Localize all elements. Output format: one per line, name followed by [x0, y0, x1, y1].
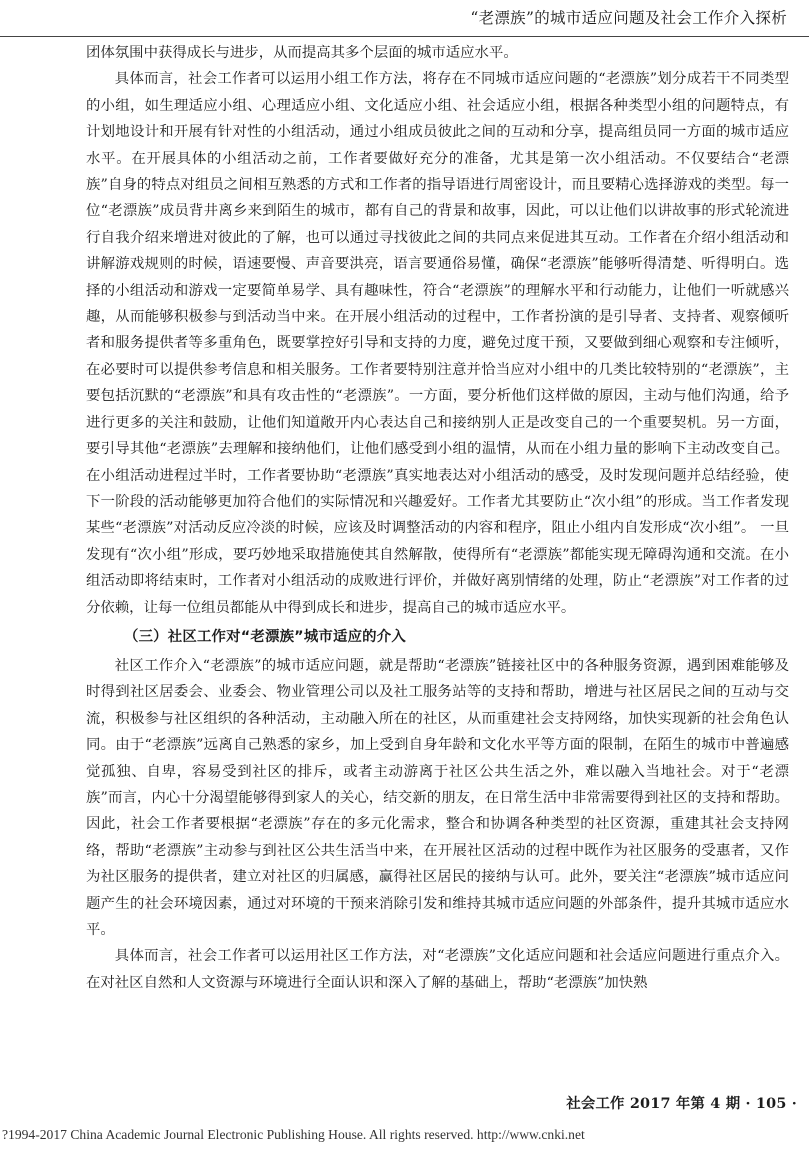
journal-footer: 社会工作 2017 年第 4 期 · 105 ·	[566, 1095, 797, 1112]
paragraph-continuation: 团体氛围中获得成长与进步，从而提高其多个层面的城市适应水平。	[86, 45, 518, 61]
paragraph-group-work: 具体而言，社会工作者可以运用小组工作方法，将存在不同城市适应问题的“老漂族”划分成若干不同类型的小组，如生理适应小组、心理适应小组、文化适应小组、社会适应小组，根据各种类型小组的问题特点，有计划地设计和开展有针对性的小组活动，通过小组成员彼此之间的互动和分享，提高组员同一方面的城市适应水平。在开展具体的小组活动之前，工作者要做好充分的准备，尤其是第一次小组活动。不仅要结合“老漂族”自身的特点对组员之间相互熟悉的方式和工作者的指导语进行周密设计，而且要精心选择游戏的类型。每一位“老漂族”成员背井离乡来到陌生的城市，都有自己的背景和故事，因此，可以让他们以讲故事的形式轮流进行自我介绍来增进对彼此的了解，也可以通过寻找彼此之间的共同点来促进其互动。工作者在介绍小组活动和讲解游戏规则的时候，语速要慢、声音要洪亮，语言要通俗易懂，确保“老漂族”能够听得清楚、听得明白。选择的小组活动和游戏一定要简单易学、具有趣味性，符合“老漂族”的理解水平和行动能力，让他们一听就感兴趣，从而能够积极参与到活动当中来。在开展小组活动的过程中，工作者扮演的是引导者、支持者、观察倾听者和服务提供者等多重角色，既要掌控好引导和支持的力度，避免过度干预，又要做到细心观察和专注倾听，在必要时可以提供参考信息和相关服务。工作者要特别注意并恰当应对小组中的几类比较特别的“老漂族”，主要包括沉默的“老漂族”和具有攻击性的“老漂族”。一方面，要分析他们这样做的原因，主动与他们沟通，给予进行更多的关注和鼓励，让他们知道敞开内心表达自己和接纳别人正是改变自己的一个重要契机。另一方面，要引导其他“老漂族”去理解和接纳他们，让他们感受到小组的温情，从而在小组力量的影响下主动改变自己。在小组活动进程过半时，工作者要协助“老漂族”真实地表达对小组活动的感受，及时发现问题并总结经验，使下一阶段的活动能够更加符合他们的实际情况和兴趣爱好。工作者尤其要防止“次小组”的形成。当工作者发现某些“老漂族”对活动反应冷淡的时候，应该及时调整活动的内容和程序，阻止小组内自发形成“次小组”。 一旦发现有“次小组”形成，要巧妙地采取措施使其自然解散，使得所有“老漂族”都能实现无障碍沟通和交流。在小组活动即将结束时，工作者对小组活动的成败进行评价，并做好离别情绪的处理，防止“老漂族”对工作者的过分依赖，让每一位组员都能从中得到成长和进步，提高自己的城市适应水平。	[86, 71, 789, 616]
running-header-title: “老漂族”的城市适应问题及社会工作介入探析	[470, 9, 787, 27]
copyright-line: ?1994-2017 China Academic Journal Electronic Publishing House. All rights reserved. http://www.cnki.net	[2, 1127, 585, 1142]
article-body	[86, 40, 789, 996]
running-header	[0, 0, 809, 37]
paragraph-community-work: 社区工作介入“老漂族”的城市适应问题，就是帮助“老漂族”链接社区中的各种服务资源，遇到困难能够及时得到社区居委会、业委会、物业管理公司以及社工服务站等的支持和帮助，增进与社区居民之间的互动与交流，积极参与社区组织的各种活动，主动融入所在的社区，从而重建社会支持网络，加快实现新的社会角色认同。由于“老漂族”远离自己熟悉的家乡，加上受到自身年龄和文化水平等方面的限制，在陌生的城市中普遍感觉孤独、自卑，容易受到社区的排斥，或者主动游离于社区公共生活之外，难以融入当地社会。对于“老漂族”而言，内心十分渴望能够得到家人的关心，结交新的朋友，在日常生活中非常需要得到社区的支持和帮助。因此，社会工作者要根据“老漂族”存在的多元化需求，整合和协调各种类型的社区资源，重建其社会支持网络，帮助“老漂族”主动参与到社区公共生活当中来，在开展社区活动的过程中既作为社区服务的受惠者，又作为社区服务的提供者，建立对社区的归属感，赢得社区居民的接纳与认可。此外，要关注“老漂族”城市适应问题产生的社会环境因素，通过对环境的干预来消除引发和维持其城市适应问题的外部条件，提升其城市适应水平。	[86, 657, 789, 938]
section-heading: （三）社区工作对“老漂族”城市适应的介入	[124, 628, 406, 645]
paragraph-community-method: 具体而言，社会工作者可以运用社区工作方法，对“老漂族”文化适应问题和社会适应问题进行重点介入。在对社区自然和人文资源与环境进行全面认识和深入了解的基础上，帮助“老漂族”加快熟	[86, 948, 789, 991]
